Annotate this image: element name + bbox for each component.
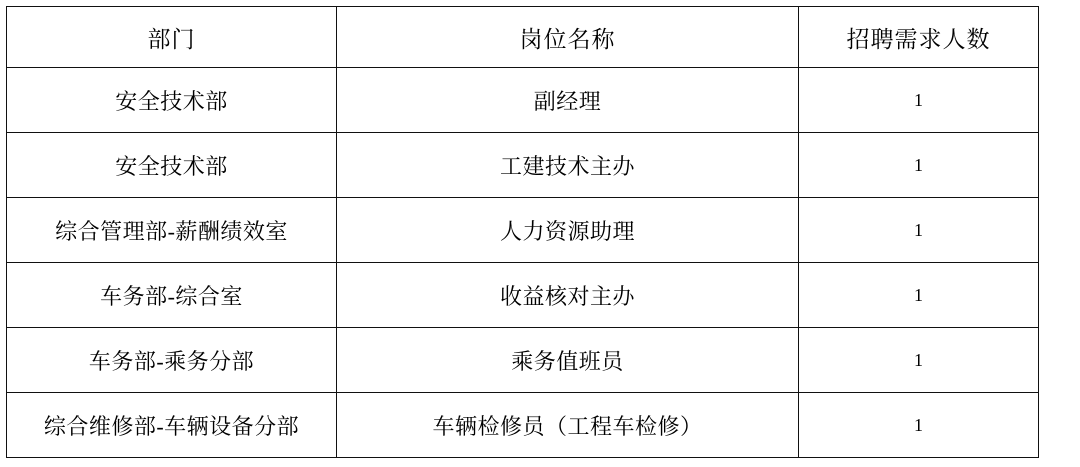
cell-department: 车务部-乘务分部 (7, 328, 337, 393)
cell-department: 综合管理部-薪酬绩效室 (7, 198, 337, 263)
cell-count: 1 (799, 263, 1039, 328)
table-row (7, 133, 1039, 198)
cell-position: 车辆检修员（工程车检修） (337, 393, 799, 458)
table-header-row (7, 7, 1039, 68)
cell-department: 综合维修部-车辆设备分部 (7, 393, 337, 458)
document-page (0, 6, 1080, 467)
cell-count: 1 (799, 133, 1039, 198)
cell-position: 乘务值班员 (337, 328, 799, 393)
recruitment-table (6, 6, 1039, 458)
cell-department: 车务部-综合室 (7, 263, 337, 328)
table-row (7, 393, 1039, 458)
column-header-department: 部门 (7, 7, 337, 68)
cell-position: 副经理 (337, 68, 799, 133)
cell-count: 1 (799, 68, 1039, 133)
cell-count: 1 (799, 328, 1039, 393)
table-header (7, 7, 1039, 68)
column-header-count: 招聘需求人数 (799, 7, 1039, 68)
table-row (7, 328, 1039, 393)
cell-position: 人力资源助理 (337, 198, 799, 263)
cell-department: 安全技术部 (7, 68, 337, 133)
table-row (7, 68, 1039, 133)
cell-count: 1 (799, 393, 1039, 458)
table-body (7, 68, 1039, 458)
cell-count: 1 (799, 198, 1039, 263)
table-row (7, 198, 1039, 263)
cell-position: 收益核对主办 (337, 263, 799, 328)
cell-position: 工建技术主办 (337, 133, 799, 198)
cell-department: 安全技术部 (7, 133, 337, 198)
table-row (7, 263, 1039, 328)
column-header-position: 岗位名称 (337, 7, 799, 68)
